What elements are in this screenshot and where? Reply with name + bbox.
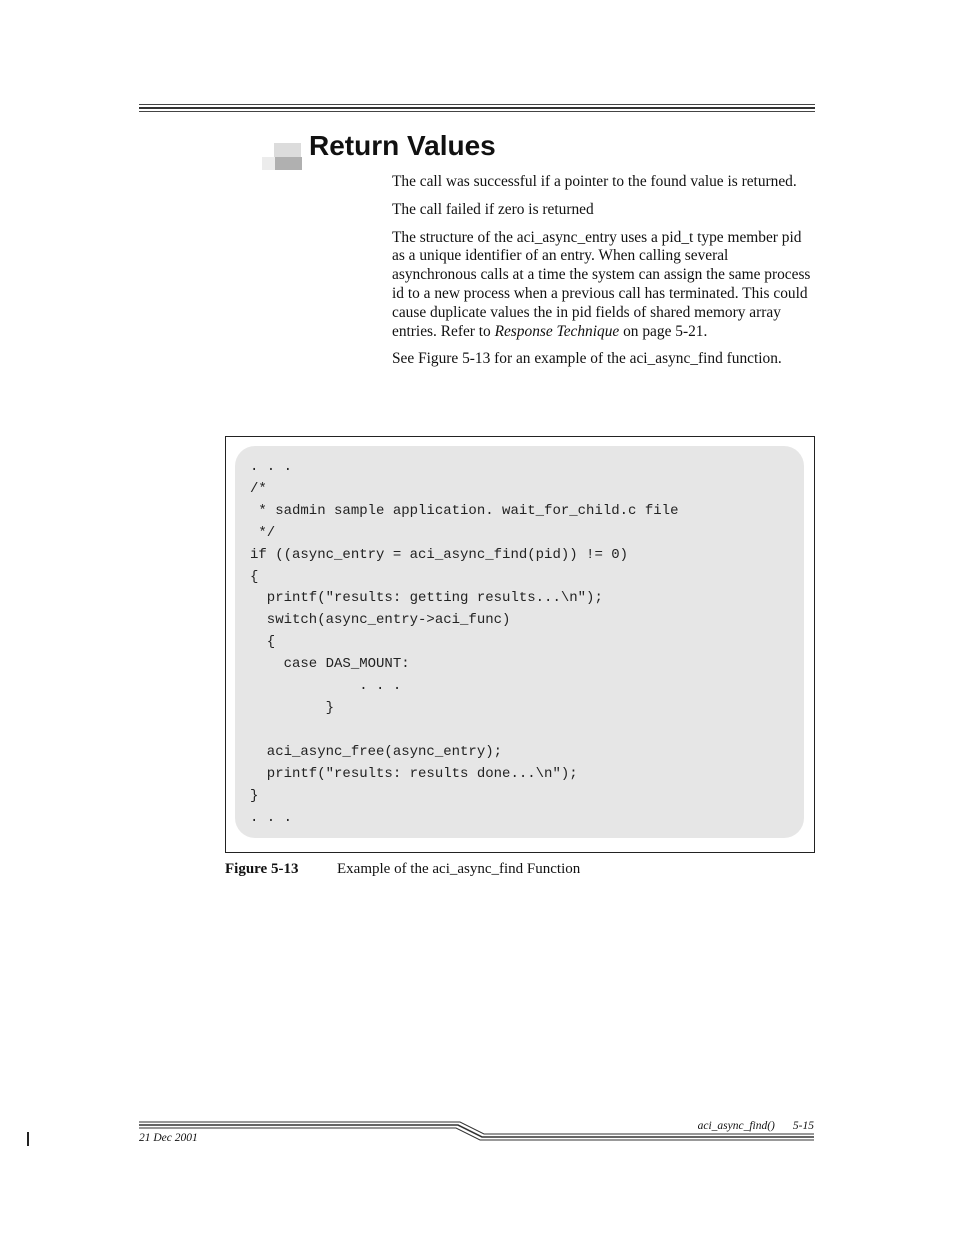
- footer-function-name: aci_async_find(): [697, 1120, 775, 1132]
- footer-page-number: 5-15: [792, 1120, 814, 1132]
- code-block: . . . /* * sadmin sample application. wait_for_child.c file */ if ((async_entry = aci_async_find(pid)) != 0) { printf("results: getting results...\n"); switch(async_entry->aci_func) { case DAS_MOUNT: . . . } aci_async_free(async_entry); printf("results: results done...\n"); } . . .: [250, 459, 679, 826]
- paragraph-structure: [392, 229, 816, 342]
- header-rule: [139, 104, 815, 111]
- structure-text: The structure of the aci_async_entry uses a pid_t type member pid as a unique identifier of an entry. When calling several asynchronous calls at a time the system can assign the same process id to a new process when a previous call has terminated. This could cause duplicate values the in pid fields of shared memory array entries. Refer to: [392, 228, 811, 340]
- change-bar: [27, 1132, 29, 1146]
- heading-marker-block: [262, 157, 275, 170]
- footer-running-head: [640, 1120, 814, 1132]
- figure-label: Figure 5-13: [225, 861, 299, 877]
- paragraph-see-figure: See Figure 5-13 for an example of the aci_async_find function.: [392, 350, 782, 368]
- cross-reference-link[interactable]: Response Technique: [494, 322, 620, 340]
- paragraph-success: The call was successful if a pointer to the found value is returned.: [392, 173, 797, 190]
- figure-caption: Example of the aci_async_find Function: [337, 861, 581, 877]
- footer-date: 21 Dec 2001: [139, 1132, 198, 1144]
- heading-marker-block: [274, 143, 301, 157]
- section-heading: Return Values: [309, 130, 496, 161]
- paragraph-failure: The call failed if zero is returned: [392, 200, 594, 218]
- section-body: [392, 173, 816, 378]
- structure-text-end: on page 5-21.: [619, 322, 708, 340]
- heading-marker-block: [275, 157, 302, 170]
